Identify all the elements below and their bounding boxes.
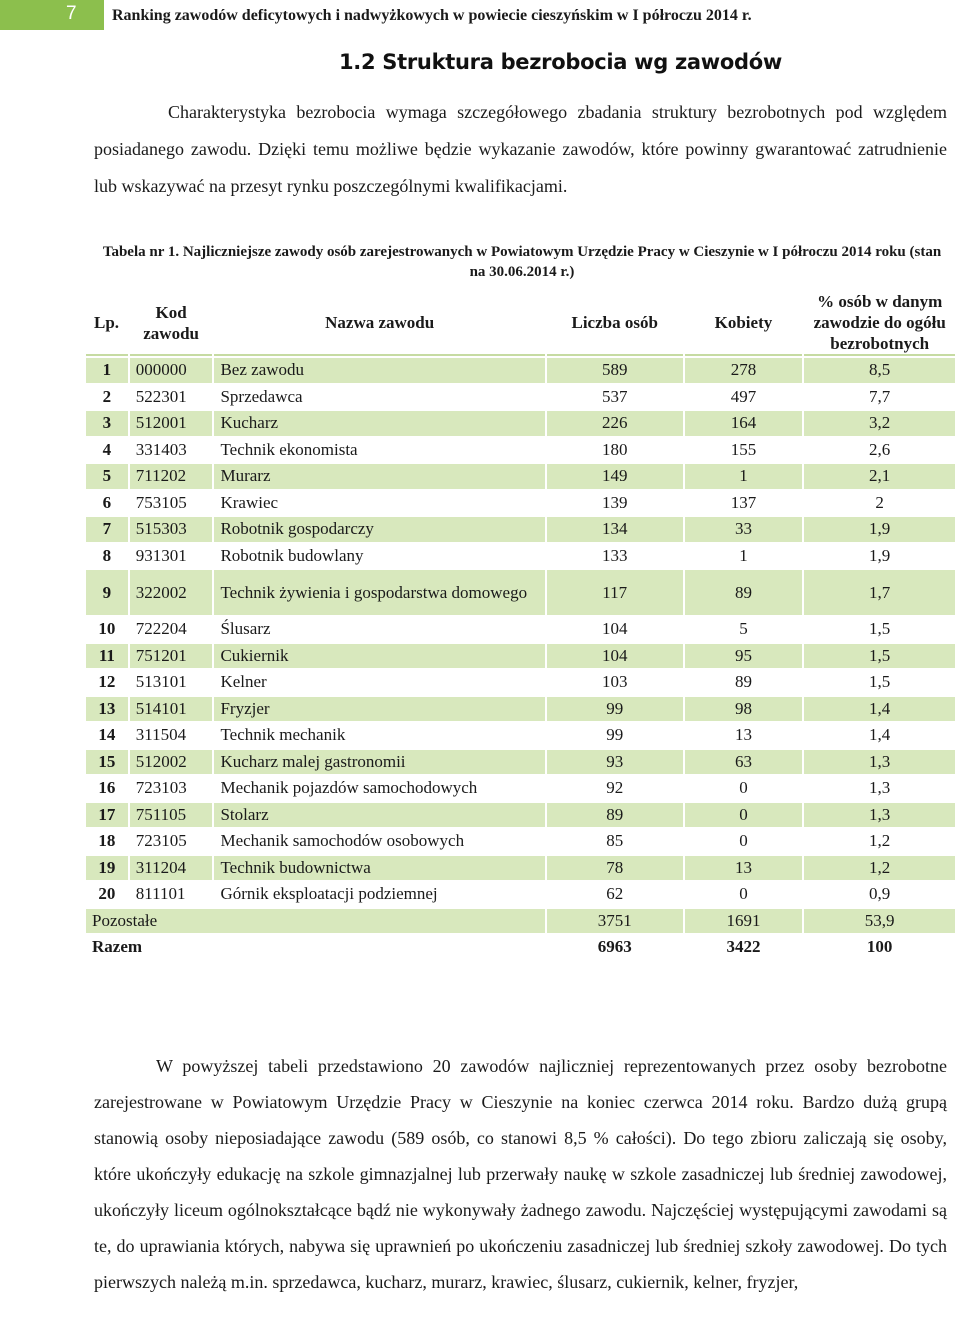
cell-lp: 16 xyxy=(86,776,128,801)
cell-lp: 19 xyxy=(86,856,128,881)
cell-liczba: 537 xyxy=(547,385,683,410)
cell-kod: 512002 xyxy=(130,750,213,775)
cell-kobiety: 98 xyxy=(685,697,803,722)
cell-liczba: 93 xyxy=(547,750,683,775)
summary-liczba: 6963 xyxy=(547,935,683,960)
running-header: Ranking zawodów deficytowych i nadwyżkowych w powiecie cieszyńskim w I półroczu 2014 r. xyxy=(112,7,752,24)
cell-kobiety: 13 xyxy=(685,723,803,748)
cell-kod: 751105 xyxy=(130,803,213,828)
cell-lp: 18 xyxy=(86,829,128,854)
table-row xyxy=(86,750,955,775)
cell-lp: 4 xyxy=(86,438,128,463)
cell-lp: 13 xyxy=(86,697,128,722)
table-row xyxy=(86,723,955,748)
cell-liczba: 89 xyxy=(547,803,683,828)
header-nazwa: Nazwa zawodu xyxy=(214,291,544,356)
cell-liczba: 226 xyxy=(547,411,683,436)
table-row xyxy=(86,803,955,828)
cell-lp: 2 xyxy=(86,385,128,410)
cell-liczba: 62 xyxy=(547,882,683,907)
table-row xyxy=(86,644,955,669)
cell-nazwa: Mechanik pojazdów samochodowych xyxy=(214,776,544,801)
header-lp: Lp. xyxy=(86,291,128,356)
cell-liczba: 99 xyxy=(547,723,683,748)
cell-kobiety: 278 xyxy=(685,358,803,383)
cell-procent: 2,1 xyxy=(804,464,955,489)
cell-liczba: 85 xyxy=(547,829,683,854)
cell-kod: 753105 xyxy=(130,491,213,516)
cell-nazwa: Górnik eksploatacji podziemnej xyxy=(214,882,544,907)
cell-kobiety: 137 xyxy=(685,491,803,516)
cell-procent: 1,7 xyxy=(804,570,955,615)
cell-procent: 1,5 xyxy=(804,670,955,695)
cell-kobiety: 33 xyxy=(685,517,803,542)
table-row xyxy=(86,544,955,569)
summary-liczba: 3751 xyxy=(547,909,683,934)
table-row xyxy=(86,491,955,516)
cell-kobiety: 0 xyxy=(685,882,803,907)
cell-procent: 1,3 xyxy=(804,750,955,775)
cell-kobiety: 1 xyxy=(685,464,803,489)
table-row xyxy=(86,776,955,801)
page-number-badge xyxy=(0,0,104,30)
cell-nazwa: Kelner xyxy=(214,670,544,695)
summary-procent: 53,9 xyxy=(804,909,955,934)
cell-kobiety: 95 xyxy=(685,644,803,669)
table-row xyxy=(86,464,955,489)
cell-procent: 1,3 xyxy=(804,776,955,801)
cell-kod: 311504 xyxy=(130,723,213,748)
cell-lp: 7 xyxy=(86,517,128,542)
cell-nazwa: Technik budownictwa xyxy=(214,856,544,881)
cell-liczba: 149 xyxy=(547,464,683,489)
summary-kobiety: 1691 xyxy=(685,909,803,934)
cell-kod: 931301 xyxy=(130,544,213,569)
table-row xyxy=(86,617,955,642)
table-row xyxy=(86,670,955,695)
cell-kobiety: 5 xyxy=(685,617,803,642)
cell-nazwa: Mechanik samochodów osobowych xyxy=(214,829,544,854)
cell-nazwa: Sprzedawca xyxy=(214,385,544,410)
cell-kobiety: 0 xyxy=(685,803,803,828)
cell-nazwa: Robotnik gospodarczy xyxy=(214,517,544,542)
outro-paragraph: W powyższej tabeli przedstawiono 20 zawodów najliczniej reprezentowanych przez osoby bezrobotne zarejestrowane w Powiatowym Urzędzie Pracy w Cieszynie na koniec czerwca 2014 roku. Bardzo dużą grupą stanowią osoby nieposiadające zawodu (589 osób, co stanowi 8,5 % całości). Do tego zbioru zaliczają się osoby, które ukończyły edukację na szkole gimnazjalnej lub przerwały naukę w szkole zasadniczej lub średniej zawodowej, ukończyły liceum ogólnokształcące bądź nie wykonywały żadnego zawodu. Najczęściej występującymi zawodami są te, do uprawiania których, nabywa się uprawnień po ukończeniu zasadniczej lub średniej szkoły zawodowej. Do tych pierwszych należą m.in. sprzedawca, kucharz, murarz, krawiec, ślusarz, cukiernik, kelner, fryzjer, xyxy=(94,1056,947,1292)
cell-kod: 311204 xyxy=(130,856,213,881)
cell-lp: 15 xyxy=(86,750,128,775)
cell-kobiety: 89 xyxy=(685,570,803,615)
table-row xyxy=(86,697,955,722)
cell-nazwa: Technik żywienia i gospodarstwa domowego xyxy=(214,570,544,615)
cell-kobiety: 164 xyxy=(685,411,803,436)
cell-procent: 8,5 xyxy=(804,358,955,383)
cell-nazwa: Fryzjer xyxy=(214,697,544,722)
cell-liczba: 117 xyxy=(547,570,683,615)
header-kod: Kod zawodu xyxy=(130,291,213,356)
cell-procent: 1,9 xyxy=(804,544,955,569)
cell-nazwa: Bez zawodu xyxy=(214,358,544,383)
cell-nazwa: Robotnik budowlany xyxy=(214,544,544,569)
cell-nazwa: Cukiernik xyxy=(214,644,544,669)
summary-label: Pozostałe xyxy=(86,909,545,934)
cell-kobiety: 155 xyxy=(685,438,803,463)
table-row xyxy=(86,385,955,410)
summary-row-total xyxy=(86,935,955,960)
summary-kobiety: 3422 xyxy=(685,935,803,960)
cell-kod: 522301 xyxy=(130,385,213,410)
cell-procent: 7,7 xyxy=(804,385,955,410)
cell-lp: 3 xyxy=(86,411,128,436)
cell-liczba: 133 xyxy=(547,544,683,569)
cell-procent: 2 xyxy=(804,491,955,516)
header-kobiety: Kobiety xyxy=(685,291,803,356)
cell-procent: 1,2 xyxy=(804,856,955,881)
cell-lp: 9 xyxy=(86,570,128,615)
cell-kod: 711202 xyxy=(130,464,213,489)
cell-kod: 514101 xyxy=(130,697,213,722)
cell-liczba: 78 xyxy=(547,856,683,881)
cell-kod: 515303 xyxy=(130,517,213,542)
cell-lp: 1 xyxy=(86,358,128,383)
cell-procent: 1,9 xyxy=(804,517,955,542)
cell-procent: 1,5 xyxy=(804,644,955,669)
cell-lp: 17 xyxy=(86,803,128,828)
cell-kobiety: 1 xyxy=(685,544,803,569)
table-row xyxy=(86,829,955,854)
cell-liczba: 134 xyxy=(547,517,683,542)
cell-nazwa: Technik ekonomista xyxy=(214,438,544,463)
cell-kod: 331403 xyxy=(130,438,213,463)
summary-row-other xyxy=(86,909,955,934)
cell-kod: 723103 xyxy=(130,776,213,801)
cell-kod: 811101 xyxy=(130,882,213,907)
table-row xyxy=(86,438,955,463)
cell-kobiety: 89 xyxy=(685,670,803,695)
summary-label: Razem xyxy=(86,935,545,960)
cell-kod: 751201 xyxy=(130,644,213,669)
table-row xyxy=(86,856,955,881)
header-procent: % osób w danym zawodzie do ogółu bezrobotnych xyxy=(804,291,955,356)
cell-kobiety: 0 xyxy=(685,829,803,854)
table-header-row xyxy=(86,291,955,356)
cell-liczba: 104 xyxy=(547,617,683,642)
table-row xyxy=(86,411,955,436)
summary-procent: 100 xyxy=(804,935,955,960)
cell-lp: 8 xyxy=(86,544,128,569)
table-row xyxy=(86,570,955,615)
cell-lp: 6 xyxy=(86,491,128,516)
cell-lp: 10 xyxy=(86,617,128,642)
cell-nazwa: Kucharz malej gastronomii xyxy=(214,750,544,775)
cell-liczba: 180 xyxy=(547,438,683,463)
cell-liczba: 92 xyxy=(547,776,683,801)
intro-paragraph: Charakterystyka bezrobocia wymaga szczegółowego zbadania struktury bezrobotnych pod względem posiadanego zawodu. Dzięki temu możliwe będzie wykazanie zawodów, które powinny gwarantować zatrudnienie lub wskazywać na przesyt rynku poszczególnymi kwalifikacjami. xyxy=(94,102,947,196)
table-row xyxy=(86,358,955,383)
cell-lp: 12 xyxy=(86,670,128,695)
table-row xyxy=(86,882,955,907)
occupations-table xyxy=(84,289,957,962)
cell-procent: 1,4 xyxy=(804,723,955,748)
cell-nazwa: Murarz xyxy=(214,464,544,489)
page-number: 7 xyxy=(66,3,77,24)
cell-procent: 2,6 xyxy=(804,438,955,463)
cell-kobiety: 63 xyxy=(685,750,803,775)
cell-procent: 3,2 xyxy=(804,411,955,436)
cell-nazwa: Technik mechanik xyxy=(214,723,544,748)
table-body xyxy=(86,358,955,960)
cell-lp: 20 xyxy=(86,882,128,907)
cell-kod: 000000 xyxy=(130,358,213,383)
cell-nazwa: Kucharz xyxy=(214,411,544,436)
cell-lp: 5 xyxy=(86,464,128,489)
cell-kod: 723105 xyxy=(130,829,213,854)
cell-liczba: 99 xyxy=(547,697,683,722)
cell-nazwa: Stolarz xyxy=(214,803,544,828)
cell-procent: 0,9 xyxy=(804,882,955,907)
cell-kod: 322002 xyxy=(130,570,213,615)
cell-lp: 11 xyxy=(86,644,128,669)
cell-procent: 1,3 xyxy=(804,803,955,828)
cell-liczba: 104 xyxy=(547,644,683,669)
cell-lp: 14 xyxy=(86,723,128,748)
cell-kod: 512001 xyxy=(130,411,213,436)
cell-liczba: 103 xyxy=(547,670,683,695)
cell-kod: 722204 xyxy=(130,617,213,642)
cell-liczba: 589 xyxy=(547,358,683,383)
cell-procent: 1,5 xyxy=(804,617,955,642)
table-caption: Tabela nr 1. Najliczniejsze zawody osób zarejestrowanych w Powiatowym Urzędzie Pracy w Cieszynie w I półroczu 2014 roku (stan na 30.06.2014 r.) xyxy=(102,244,942,280)
cell-procent: 1,4 xyxy=(804,697,955,722)
cell-nazwa: Ślusarz xyxy=(214,617,544,642)
cell-kobiety: 13 xyxy=(685,856,803,881)
cell-liczba: 139 xyxy=(547,491,683,516)
cell-nazwa: Krawiec xyxy=(214,491,544,516)
section-heading: 1.2 Struktura bezrobocia wg zawodów xyxy=(339,50,782,74)
cell-kobiety: 0 xyxy=(685,776,803,801)
cell-kod: 513101 xyxy=(130,670,213,695)
table-row xyxy=(86,517,955,542)
header-liczba: Liczba osób xyxy=(547,291,683,356)
cell-procent: 1,2 xyxy=(804,829,955,854)
cell-kobiety: 497 xyxy=(685,385,803,410)
